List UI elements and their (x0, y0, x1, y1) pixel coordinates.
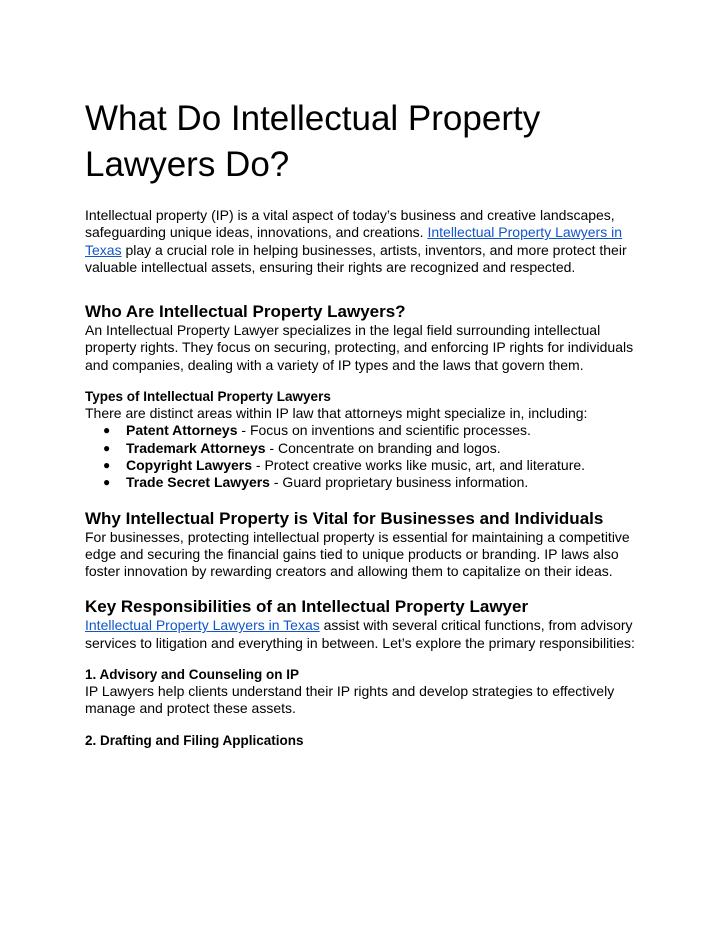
texas-lawyers-link[interactable]: Intellectual Property Lawyers in Texas (85, 224, 623, 258)
section-heading-why: Why Intellectual Property is Vital for Businesses and Individuals (85, 508, 604, 528)
list-item-term: Patent Attorneys (126, 422, 238, 439)
list-item-desc: - Protect creative works like music, art, and literature. (252, 456, 586, 473)
section-why-body: For businesses, protecting intellectual property is essential for maintaining a competitive edge and securing the financial gains tied to unique products or branding. IP laws also foster innovation by rewarding creators and allowing them to capitalize on their ideas. (85, 528, 630, 580)
subheading-drafting: 2. Drafting and Filing Applications (85, 732, 304, 748)
document-content (85, 96, 645, 749)
list-item (85, 474, 645, 491)
bullet-icon: ● (103, 475, 111, 490)
subheading-types: Types of Intellectual Property Lawyers (85, 389, 331, 405)
bullet-icon: ● (103, 457, 111, 472)
section-heading-who: Who Are Intellectual Property Lawyers? (85, 302, 406, 322)
types-lead-text: There are distinct areas within IP law that attorneys might specialize in, including: (85, 405, 588, 422)
list-item-term: Trademark Attorneys (126, 439, 266, 456)
list-item (85, 440, 645, 457)
lawyer-types-list (85, 422, 645, 491)
list-item (85, 457, 645, 474)
page-title: What Do Intellectual Property Lawyers Do? (85, 99, 541, 184)
list-item-desc: - Guard proprietary business information. (269, 474, 529, 491)
list-item-term: Copyright Lawyers (126, 456, 253, 473)
intro-text-after: play a crucial role in helping businesses, artists, inventors, and more protect their valuable intellectual assets, ensuring their rights are recognized and respected. (85, 241, 627, 275)
bullet-icon: ● (103, 423, 111, 438)
bullet-icon: ● (103, 440, 111, 455)
intro-paragraph (85, 207, 645, 276)
texas-lawyers-link-2[interactable]: Intellectual Property Lawyers in Texas (85, 617, 320, 634)
responsibilities-intro-text: assist with several critical functions, from advisory services to litigation and everything in between. Let’s explore the primary responsibilities: (85, 617, 635, 651)
section-heading-responsibilities: Key Responsibilities of an Intellectual Property Lawyer (85, 597, 529, 617)
list-item-term: Trade Secret Lawyers (126, 474, 270, 491)
responsibilities-intro (85, 617, 645, 652)
advisory-body: IP Lawyers help clients understand their IP rights and develop strategies to effectively manage and protect these assets. (85, 683, 615, 717)
list-item-desc: - Focus on inventions and scientific processes. (237, 422, 531, 439)
list-item-desc: - Concentrate on branding and logos. (265, 439, 501, 456)
list-item (85, 422, 645, 439)
subheading-advisory: 1. Advisory and Counseling on IP (85, 667, 300, 683)
intro-text-before: Intellectual property (IP) is a vital aspect of today’s business and creative landscapes, safeguarding unique ideas, innovations, and creations. (85, 207, 615, 241)
section-who-body: An Intellectual Property Lawyer specializes in the legal field surrounding intellectual property rights. They focus on securing, protecting, and enforcing IP rights for individuals and companies, dealing with a variety of IP types and the laws that govern them. (85, 322, 634, 373)
